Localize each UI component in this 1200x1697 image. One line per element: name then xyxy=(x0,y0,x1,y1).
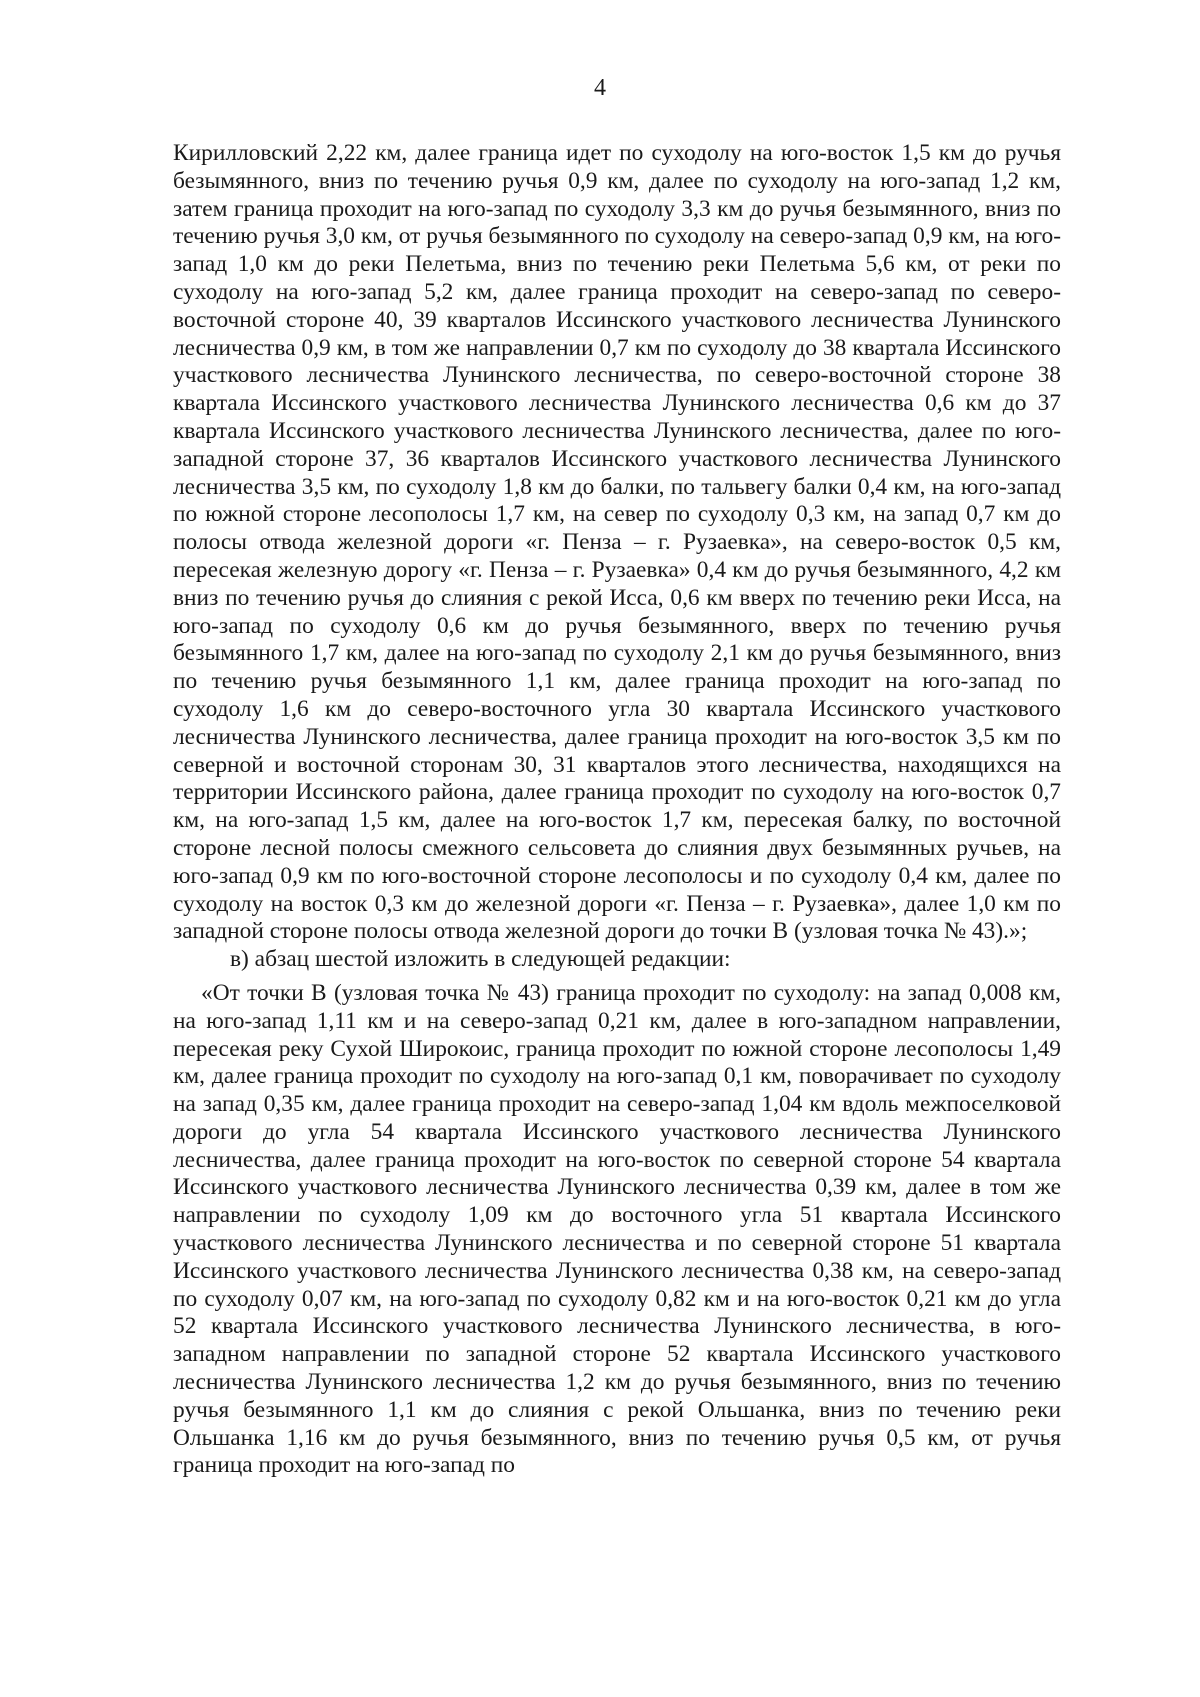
page-number: 4 xyxy=(594,75,606,101)
document-body xyxy=(173,140,1061,1480)
paragraph-quoted-text: «От точки В (узловая точка № 43) граница проходит по суходолу: на запад 0,008 км, на юго-запад 1,11 км и на северо-запад 0,21 км, далее в юго-западном направлении, пересекая реку Сухой Широкоис, граница проходит по южной стороне лесополосы 1,49 км, далее граница проходит по суходолу на юго-запад 0,1 км, поворачивает по суходолу на запад 0,35 км, далее граница проходит на северо-запад 1,04 км вдоль межпоселковой дороги до угла 54 квартала Иссинского участкового лесничества Лунинского лесничества, далее граница проходит на юго-восток по северной стороне 54 квартала Иссинского участкового лесничества Лунинского лесничества 0,39 км, далее в том же направлении по суходолу 1,09 км до восточного угла 51 квартала Иссинского участкового лесничества Лунинского лесничества и по северной стороне 51 квартала Иссинского участкового лесничества Лунинского лесничества 0,38 км, на северо-запад по суходолу 0,07 км, на юго-запад по суходолу 0,82 км и на юго-восток 0,21 км до угла 52 квартала Иссинского участкового лесничества Лунинского лесничества, в юго-западном направлении по западной стороне 52 квартала Иссинского участкового лесничества Лунинского лесничества 1,2 км до ручья безымянного, вниз по течению ручья безымянного 1,1 км до слияния с рекой Ольшанка, вниз по течению реки Ольшанка 1,16 км до ручья безымянного, вниз по течению ручья 0,5 км, от ручья граница проходит на юго-запад по xyxy=(173,979,1061,1479)
paragraph-continuation: Кирилловский 2,22 км, далее граница идет по суходолу на юго-восток 1,5 км до ручья безымянного, вниз по течению ручья 0,9 км, далее по суходолу на юго-запад 1,2 км, затем граница проходит на юго-запад по суходолу 3,3 км до ручья безымянного, вниз по течению ручья 3,0 км, от ручья безымянного по суходолу на северо-запад 0,9 км, на юго-запад 1,0 км до реки Пелетьма, вниз по течению реки Пелетьма 5,6 км, от реки по суходолу на юго-запад 5,2 км, далее граница проходит на северо-запад по северо-восточной стороне 40, 39 кварталов Иссинского участкового лесничества Лунинского лесничества 0,9 км, в том же направлении 0,7 км по суходолу до 38 квартала Иссинского участкового лесничества Лунинского лесничества, по северо-восточной стороне 38 квартала Иссинского участкового лесничества Лунинского лесничества 0,6 км до 37 квартала Иссинского участкового лесничества Лунинского лесничества, далее по юго-западной стороне 37, 36 кварталов Иссинского участкового лесничества Лунинского лесничества 3,5 км, по суходолу 1,8 км до балки, по тальвегу балки 0,4 км, на юго-запад по южной стороне лесополосы 1,7 км, на север по суходолу 0,3 км, на запад 0,7 км до полосы отвода железной дороги «г. Пенза – г. Рузаевка», на северо-восток 0,5 км, пересекая железную дорогу «г. Пенза – г. Рузаевка» 0,4 км до ручья безымянного, 4,2 км вниз по течению ручья до слияния с рекой Исса, 0,6 км вверх по течению реки Исса, на юго-запад по суходолу 0,6 км до ручья безымянного, вверх по течению ручья безымянного 1,7 км, далее на юго-запад по суходолу 2,1 км до ручья безымянного, вниз по течению ручья безымянного 1,1 км, далее граница проходит на юго-запад по суходолу 1,6 км до северо-восточного угла 30 квартала Иссинского участкового лесничества Лунинского лесничества, далее граница проходит на юго-восток 3,5 км по северной и восточной сторонам 30, 31 кварталов этого лесничества, находящихся на территории Иссинского района, далее граница проходит по суходолу на юго-восток 0,7 км, на юго-запад 1,5 км, далее на юго-восток 1,7 км, пересекая балку, по восточной стороне лесной полосы смежного сельсовета до слияния двух безымянных ручьев, на юго-запад 0,9 км по юго-восточной стороне лесополосы и по суходолу 0,4 км, далее по суходолу на восток 0,3 км до железной дороги «г. Пенза – г. Рузаевка», далее 1,0 км по западной стороне полосы отвода железной дороги до точки В (узловая точка № 43).»; xyxy=(173,140,1061,945)
paragraph-subitem-v: в) абзац шестой изложить в следующей редакции: xyxy=(230,946,731,973)
